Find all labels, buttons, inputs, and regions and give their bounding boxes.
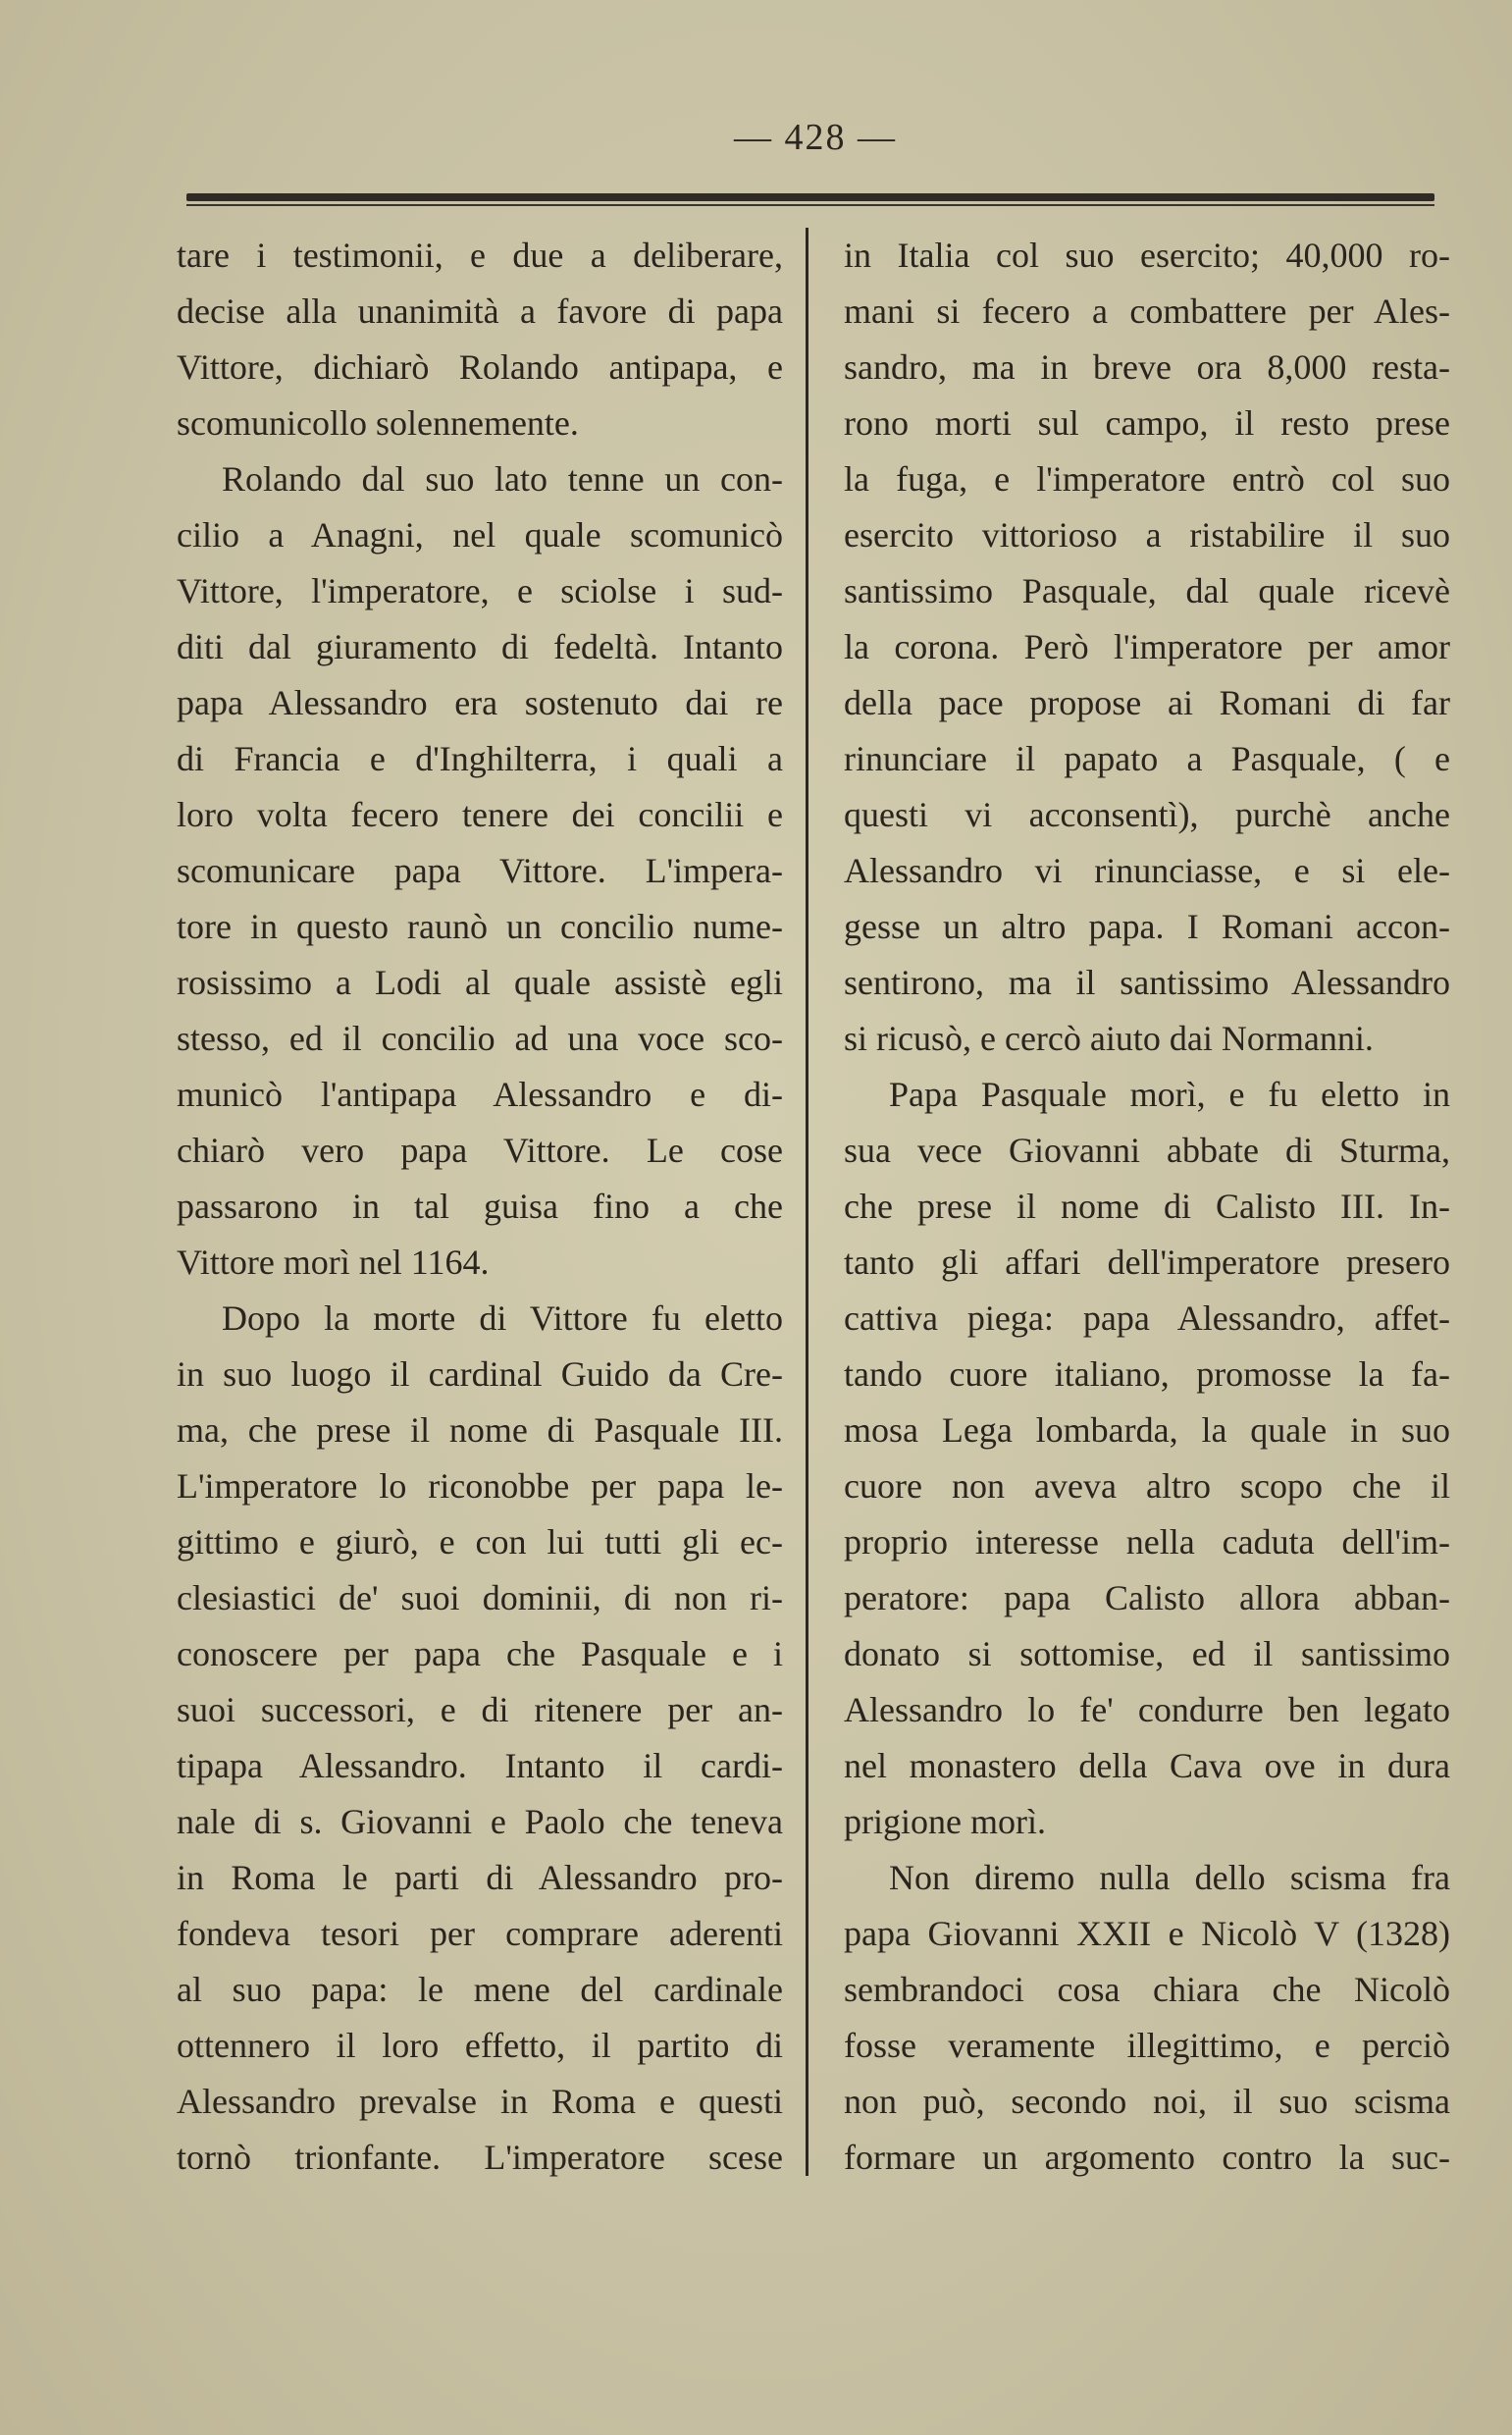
text-line: gittimo e giurò, e con lui tutti gli ec- [177,1522,783,1562]
text-line: cilio a Anagni, nel quale scomunicò [177,515,783,555]
page-number: — 428 — [734,117,897,158]
text-line: scomunicollo solennemente. [177,403,579,443]
text-line: rinunciare il papato a Pasquale, ( e [844,739,1450,778]
text-line: sembrandoci cosa chiara che Nicolò [844,1970,1450,2009]
left-column [177,228,783,2186]
text-line: sandro, ma in breve ora 8,000 resta- [844,347,1450,387]
text-line: Rolando dal suo lato tenne un con- [222,459,783,499]
text-line: Papa Pasquale morì, e fu eletto in [889,1075,1450,1114]
text-line: rono morti sul campo, il resto prese [844,403,1450,443]
text-line: loro volta fecero tenere dei concilii e [177,795,783,834]
text-line: fondeva tesori per comprare aderenti [177,1914,783,1953]
text-line: nel monastero della Cava ove in dura [844,1746,1450,1785]
text-line: Alessandro vi rinunciasse, e si ele- [844,851,1450,890]
text-line: sentirono, ma il santissimo Alessandro [844,963,1450,1002]
text-line: conoscere per papa che Pasquale e i [177,1634,783,1673]
text-line: non può, secondo noi, il suo scisma [844,2082,1450,2121]
text-line: Vittore, dichiarò Rolando antipapa, e [177,347,783,387]
text-line: tando cuore italiano, promosse la fa- [844,1354,1450,1394]
text-line: al suo papa: le mene del cardinale [177,1970,783,2009]
text-line: in Italia col suo esercito; 40,000 ro- [844,236,1450,275]
text-line: papa Giovanni XXII e Nicolò V (1328) [844,1914,1450,1953]
text-line: nale di s. Giovanni e Paolo che teneva [177,1802,783,1841]
text-line: stesso, ed il concilio ad una voce sco- [177,1019,783,1058]
text-line: peratore: papa Calisto allora abban- [844,1578,1450,1617]
text-line: sua vece Giovanni abbate di Sturma, [844,1131,1450,1170]
text-line: papa Alessandro era sostenuto dai re [177,683,783,722]
text-line: di Francia e d'Inghilterra, i quali a [177,739,783,778]
text-line: tornò trionfante. L'imperatore scese [177,2138,783,2177]
text-line: fosse veramente illegittimo, e perciò [844,2026,1450,2065]
text-line: in suo luogo il cardinal Guido da Cre- [177,1354,783,1394]
text-line: mosa Lega lombarda, la quale in suo [844,1410,1450,1450]
text-line: prigione morì. [844,1802,1046,1841]
column-divider [806,228,808,2176]
text-line: ma, che prese il nome di Pasquale III. [177,1410,783,1450]
text-line: proprio interesse nella caduta dell'im- [844,1522,1450,1562]
header-rule [186,193,1434,201]
text-line: decise alla unanimità a favore di papa [177,291,783,331]
text-line: cuore non aveva altro scopo che il [844,1466,1450,1506]
text-line: che prese il nome di Calisto III. In- [844,1187,1450,1226]
text-line: gesse un altro papa. I Romani accon- [844,907,1450,946]
text-line: clesiastici de' suoi dominii, di non ri- [177,1578,783,1617]
text-line: tare i testimonii, e due a deliberare, [177,236,783,275]
text-line: formare un argomento contro la suc- [844,2138,1450,2177]
text-line: la fuga, e l'imperatore entrò col suo [844,459,1450,499]
text-line: Alessandro prevalse in Roma e questi [177,2082,783,2121]
text-line: mani si fecero a combattere per Ales- [844,291,1450,331]
text-line: in Roma le parti di Alessandro pro- [177,1858,783,1897]
text-line: tanto gli affari dell'imperatore presero [844,1243,1450,1282]
text-line: tipapa Alessandro. Intanto il cardi- [177,1746,783,1785]
text-line: questi vi acconsentì), purchè anche [844,795,1450,834]
text-line: chiarò vero papa Vittore. Le cose [177,1131,783,1170]
text-line: Vittore, l'imperatore, e sciolse i sud- [177,571,783,610]
text-line: santissimo Pasquale, dal quale ricevè [844,571,1450,610]
text-line: scomunicare papa Vittore. L'impera- [177,851,783,890]
text-line: la corona. Però l'imperatore per amor [844,627,1450,666]
text-line: Non diremo nulla dello scisma fra [889,1858,1450,1897]
text-line: della pace propose ai Romani di far [844,683,1450,722]
text-line: municò l'antipapa Alessandro e di- [177,1075,783,1114]
text-line: donato si sottomise, ed il santissimo [844,1634,1450,1673]
text-line: Dopo la morte di Vittore fu eletto [222,1298,783,1338]
text-line: suoi successori, e di ritenere per an- [177,1690,783,1729]
text-line: passarono in tal guisa fino a che [177,1187,783,1226]
text-line: ottennero il loro effetto, il partito di [177,2026,783,2065]
text-line: Alessandro lo fe' condurre ben legato [844,1690,1450,1729]
text-line: cattiva piega: papa Alessandro, affet- [844,1298,1450,1338]
text-line: si ricusò, e cercò aiuto dai Normanni. [844,1019,1374,1058]
text-line: L'imperatore lo riconobbe per papa le- [177,1466,783,1506]
text-line: Vittore morì nel 1164. [177,1243,490,1282]
text-line: diti dal giuramento di fedeltà. Intanto [177,627,783,666]
text-line: tore in questo raunò un concilio nume- [177,907,783,946]
text-line: rosissimo a Lodi al quale assistè egli [177,963,783,1002]
right-column [844,228,1450,2186]
text-line: esercito vittorioso a ristabilire il suo [844,515,1450,555]
